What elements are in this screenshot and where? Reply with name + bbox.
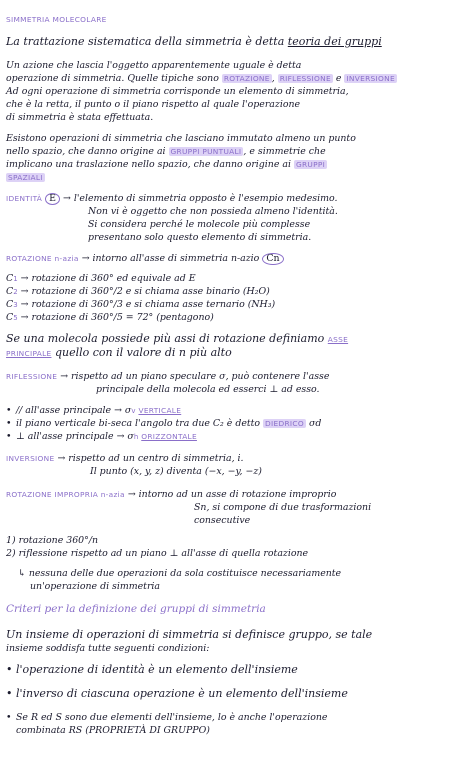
reflection-bullet-sub: h [133, 433, 139, 441]
rotation-row-symbol: C [6, 312, 14, 323]
operation-and: e [332, 73, 345, 84]
tag-rotazione: ROTAZIONE [223, 74, 270, 83]
criteria-intro-2: insieme soddisfa tutte seguenti condizioni: [6, 643, 210, 654]
principal-axis-line-2 [6, 347, 470, 359]
identity-line-2: Non vi è oggetto che non possieda almeno l'identità. [88, 206, 338, 217]
improper-step-2: 2) riflessione rispetto ad un piano ⊥ all'asse di quella rotazione [6, 548, 309, 559]
groups-line-2 [6, 146, 470, 157]
operation-line-3: Ad ogni operazione di simmetria corrisponde un elemento di simmetria, [6, 86, 349, 97]
rotation-row-symbol: C [6, 286, 14, 297]
reflection-bullet-symbol: σd [308, 418, 322, 429]
criteria-item-text: l'operazione di identità è un elemento dell'insieme [16, 663, 298, 676]
groups-text-d: implicano una traslazione nello spazio, che danno origine ai [6, 159, 294, 170]
tag-spaziali: SPAZIALI [8, 173, 43, 182]
rotation-row-text: → rotazione di 360°/3 e si chiama asse ternario (NH₃) [20, 299, 276, 310]
identity-line-1 [6, 193, 470, 205]
criteria-item-text: Se R ed S sono due elementi dell'insieme, lo è anche l'operazione [16, 712, 328, 723]
improper-line-3: consecutive [194, 515, 251, 526]
bullet-icon: • [6, 663, 13, 676]
reflection-bullet [6, 418, 470, 429]
improper-line-2: Sn, si compone di due trasformazioni [194, 502, 372, 513]
rotation-line [6, 253, 470, 265]
rotation-row [6, 312, 470, 324]
criteria-title: Criteri per la definizione dei gruppi di simmetria [6, 603, 266, 615]
rotation-row-text: → rotazione di 360° ed equivale ad E [20, 273, 196, 284]
identity-text: → l'elemento di simmetria opposto è l'esempio medesimo. [62, 193, 338, 204]
identity-line-3: Si considera perché le molecole più complesse [88, 219, 311, 230]
improper-step-1: 1) rotazione 360°/n [6, 535, 99, 546]
improper-label: ROTAZIONE IMPROPRIA n-azia [6, 490, 125, 499]
rotation-label: ROTAZIONE n-azia [6, 254, 79, 263]
reflection-text: → rispetto ad un piano speculare σ, può contenere l'asse [60, 371, 330, 382]
rotation-row [6, 273, 470, 285]
reflection-bullet-sub: v [131, 407, 136, 415]
improper-note-1: ↳ nessuna delle due operazioni da sola costituisce necessariamente [18, 568, 342, 579]
reflection-bullet-term: ORIZZONTALE [141, 432, 197, 441]
improper-line-1 [6, 489, 470, 500]
groups-text-c: , e simmetrie che [243, 146, 326, 157]
operation-line-5: di simmetria è stata effettuata. [6, 112, 154, 123]
principal-axis-term-2: PRINCIPALE [6, 349, 52, 358]
identity-label: IDENTITÀ [6, 194, 43, 203]
inversion-line-2: Il punto (x, y, z) diventa (−x, −y, −z) [90, 466, 262, 477]
rotation-row-order: 2 [13, 288, 18, 296]
inversion-text: → rispetto ad un centro di simmetria, i. [57, 453, 244, 464]
reflection-bullet-term: DIEDRICO [265, 419, 304, 428]
tag-gruppi-puntuali: GRUPPI PUNTUALI [170, 147, 242, 156]
tag-riflessione: RIFLESSIONE [279, 74, 331, 83]
principal-axis-rest: quello con il valore di n più alto [51, 346, 232, 359]
criteria-intro-1: Un insieme di operazioni di simmetria si definisce gruppo, se tale [6, 628, 373, 641]
operation-line-2: operazione di simmetria. Quelle tipiche sono ROTAZIONE , RIFLESSIONE e INVERSIONE [6, 73, 395, 84]
rotation-symbol: Cn [262, 253, 283, 265]
rotation-row-order: 3 [13, 301, 18, 309]
criteria-item-text: l'inverso di ciascuna operazione è un elemento dell'insieme [16, 687, 348, 700]
rotation-text: → intorno all'asse di simmetria n-azio [81, 253, 260, 264]
reflection-label: RIFLESSIONE [6, 372, 58, 381]
bullet-icon: • [6, 431, 12, 442]
rotation-row-text: → rotazione di 360°/5 = 72° (pentagono) [20, 312, 214, 323]
rotation-row-symbol: C [6, 299, 14, 310]
reflection-bullet-text: ⊥ all'asse principale → σ [16, 431, 134, 442]
reflection-bullet [6, 431, 470, 443]
rotation-row [6, 299, 470, 311]
reflection-bullet-term: VERTICALE [138, 406, 182, 415]
rotation-row-text: → rotazione di 360°/2 e si chiama asse binario (H₂O) [20, 286, 270, 297]
intro-line [6, 36, 470, 47]
bullet-icon: • [6, 687, 13, 700]
identity-symbol: E [45, 193, 60, 205]
rotation-row [6, 286, 470, 298]
reflection-bullet [6, 405, 470, 417]
reflection-bullet-text: il piano verticale bi-seca l'angolo tra due C₂ è detto [16, 418, 264, 429]
reflection-line-1 [6, 371, 470, 382]
improper-text: → intorno ad un asse di rotazione improprio [127, 489, 337, 500]
bullet-icon: • [6, 405, 12, 416]
rotation-row-order: 1 [13, 275, 18, 283]
groups-line-3 [6, 159, 470, 170]
groups-line-1: Esistono operazioni di simmetria che lasciano immutato almeno un punto [6, 133, 356, 144]
bullet-icon: • [6, 712, 12, 723]
operation-line-1: Un azione che lascia l'oggetto apparentemente uguale è detta [6, 60, 302, 71]
criteria-item [6, 664, 470, 675]
principal-axis-line-1 [6, 333, 470, 345]
inversion-label: INVERSIONE [6, 454, 55, 463]
criteria-item [6, 688, 470, 699]
criteria-item [6, 712, 470, 723]
criteria-item-cont: combinata RS (PROPRIETÀ DI GRUPPO) [16, 725, 210, 736]
bullet-icon: • [6, 418, 12, 429]
operation-text: operazione di simmetria. Quelle tipiche sono [6, 73, 222, 84]
intro-text: La trattazione sistematica della simmetria è detta [6, 35, 288, 48]
principal-axis-text: Se una molecola possiede più assi di rotazione definiamo [6, 332, 328, 345]
groups-text-a: nello spazio, che danno origine ai [6, 146, 169, 157]
page-heading: SIMMETRIA MOLECOLARE [6, 15, 107, 24]
tag-inversione: INVERSIONE [346, 74, 395, 83]
rotation-row-symbol: C [6, 273, 14, 284]
identity-line-4: presentano solo questo elemento di simmetria. [88, 232, 312, 243]
rotation-row-order: 5 [13, 314, 18, 322]
principal-axis-term: ASSE [327, 335, 349, 344]
inversion-line-1 [6, 453, 470, 464]
operation-line-4: che è la retta, il punto o il piano rispetto al quale l'operazione [6, 99, 301, 110]
reflection-bullet-text: // all'asse principale → σ [16, 405, 132, 416]
improper-note-2: un'operazione di simmetria [30, 581, 161, 592]
intro-term: teoria dei gruppi [287, 35, 382, 48]
groups-line-4 [6, 172, 470, 183]
reflection-line-2: principale della molecola ed esserci ⊥ ad esso. [96, 384, 320, 395]
tag-gruppi: GRUPPI [295, 160, 326, 169]
